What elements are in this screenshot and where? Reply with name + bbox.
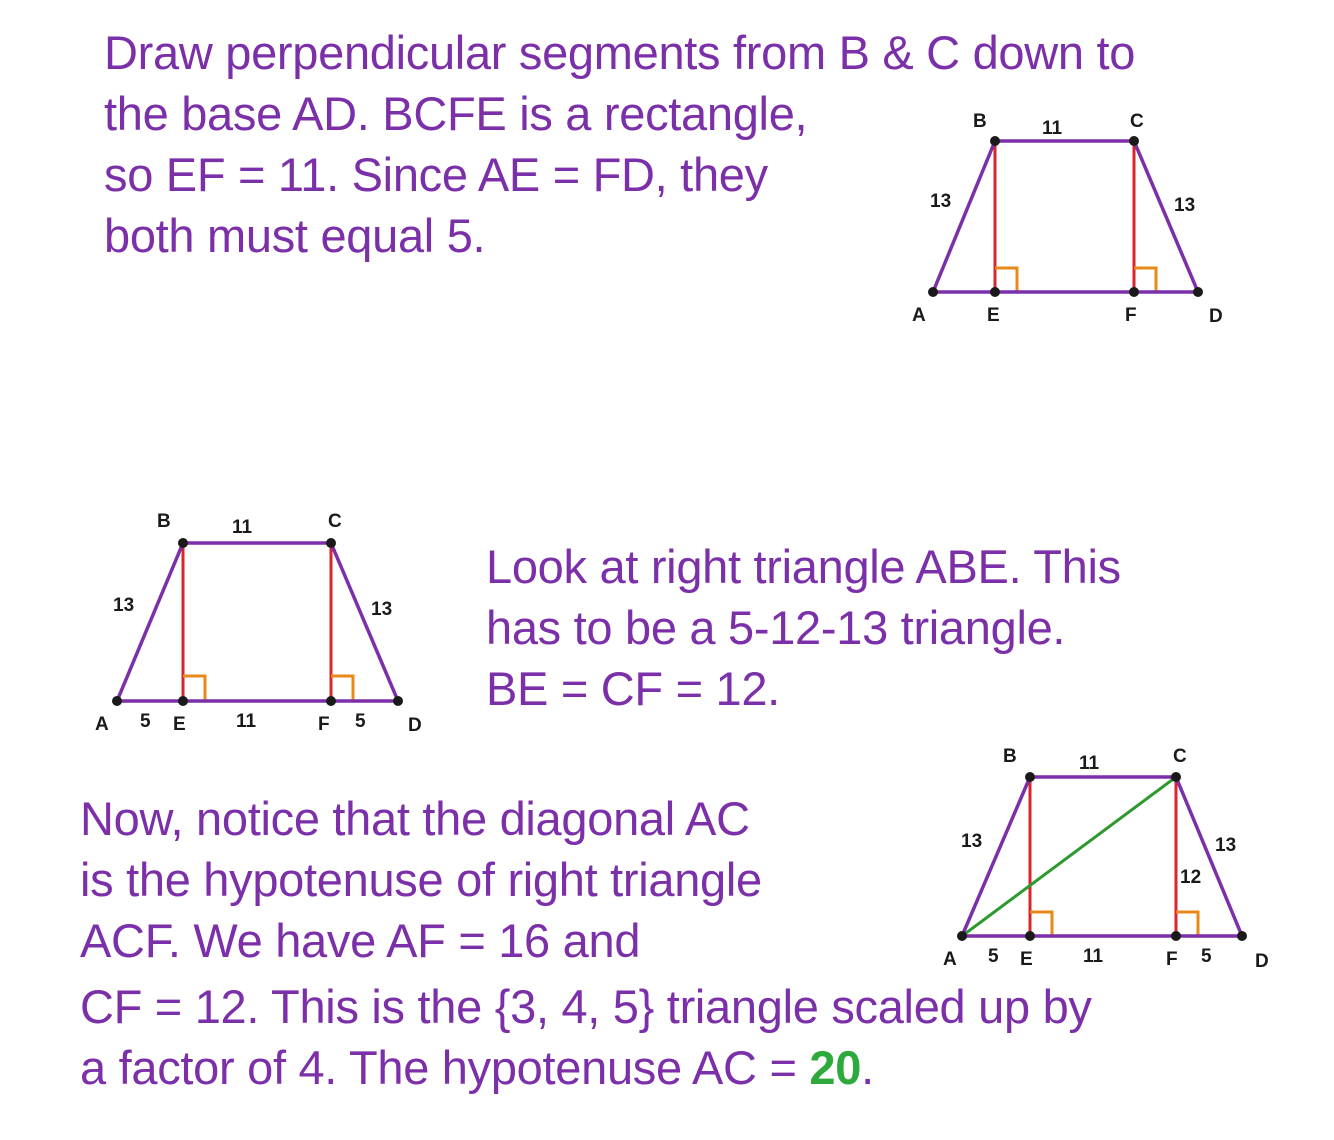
text-line: so EF = 11. Since AE = FD, they (104, 148, 768, 201)
length-label-ae: 5 (140, 711, 151, 732)
vertex-point-c (1171, 772, 1181, 782)
vertex-point-a (957, 931, 967, 941)
text-line-prefix: a factor of 4. The hypotenuse AC = (80, 1041, 810, 1094)
length-label-ab: 13 (961, 831, 983, 852)
trapezoid-outline (962, 777, 1242, 936)
text-line: has to be a 5-12-13 triangle. (486, 601, 1066, 654)
length-label-ab: 13 (930, 191, 952, 212)
vertex-label-c: C (1130, 111, 1144, 132)
vertex-label-a: A (912, 305, 926, 326)
answer-value: 20 (809, 1041, 862, 1094)
text-line: the base AD. BCFE is a rectangle, (104, 87, 808, 140)
vertex-label-b: B (157, 511, 171, 532)
vertex-label-e: E (1020, 949, 1033, 970)
text-line: Now, notice that the diagonal AC (80, 792, 750, 845)
vertex-label-d: D (408, 715, 422, 736)
length-label-bc: 11 (1042, 118, 1063, 139)
vertex-point-b (1025, 772, 1035, 782)
text-line: both must equal 5. (104, 209, 486, 262)
vertex-label-d: D (1209, 306, 1223, 327)
text-line: CF = 12. This is the {3, 4, 5} triangle scaled up by (80, 980, 1092, 1033)
text-line: BE = CF = 12. (486, 662, 780, 715)
vertex-label-e: E (173, 714, 186, 735)
length-label-fd: 5 (355, 711, 366, 732)
length-label-cd: 13 (371, 599, 393, 620)
vertex-point-e (1025, 931, 1035, 941)
length-label-cd: 13 (1215, 835, 1237, 856)
text-line: Look at right triangle ABE. This (486, 540, 1121, 593)
text-line-suffix: . (861, 1041, 874, 1094)
vertex-label-a: A (95, 714, 109, 735)
length-label-ef: 11 (1083, 946, 1104, 967)
text-line: is the hypotenuse of right triangle (80, 853, 762, 906)
length-label-ef: 11 (236, 711, 257, 732)
vertex-label-a: A (943, 949, 957, 970)
vertex-label-c: C (1173, 746, 1187, 767)
length-label-fd: 5 (1201, 946, 1212, 967)
length-label-cf: 12 (1180, 867, 1202, 888)
vertex-label-b: B (973, 111, 987, 132)
vertex-label-f: F (1125, 305, 1137, 326)
text-line: ACF. We have AF = 16 and (80, 914, 641, 967)
vertex-label-e: E (987, 305, 1000, 326)
length-label-bc: 11 (232, 517, 253, 538)
length-label-cd: 13 (1174, 195, 1196, 216)
vertex-label-f: F (318, 714, 330, 735)
vertex-point-d (1237, 931, 1247, 941)
length-label-bc: 11 (1079, 753, 1100, 774)
vertex-label-f: F (1166, 949, 1178, 970)
length-label-ab: 13 (113, 595, 135, 616)
vertex-label-b: B (1003, 746, 1017, 767)
length-label-ae: 5 (988, 946, 999, 967)
vertex-label-c: C (328, 511, 342, 532)
vertex-label-d: D (1255, 951, 1269, 972)
text-line: Draw perpendicular segments from B & C down to (104, 26, 1136, 79)
vertex-point-f (1171, 931, 1181, 941)
